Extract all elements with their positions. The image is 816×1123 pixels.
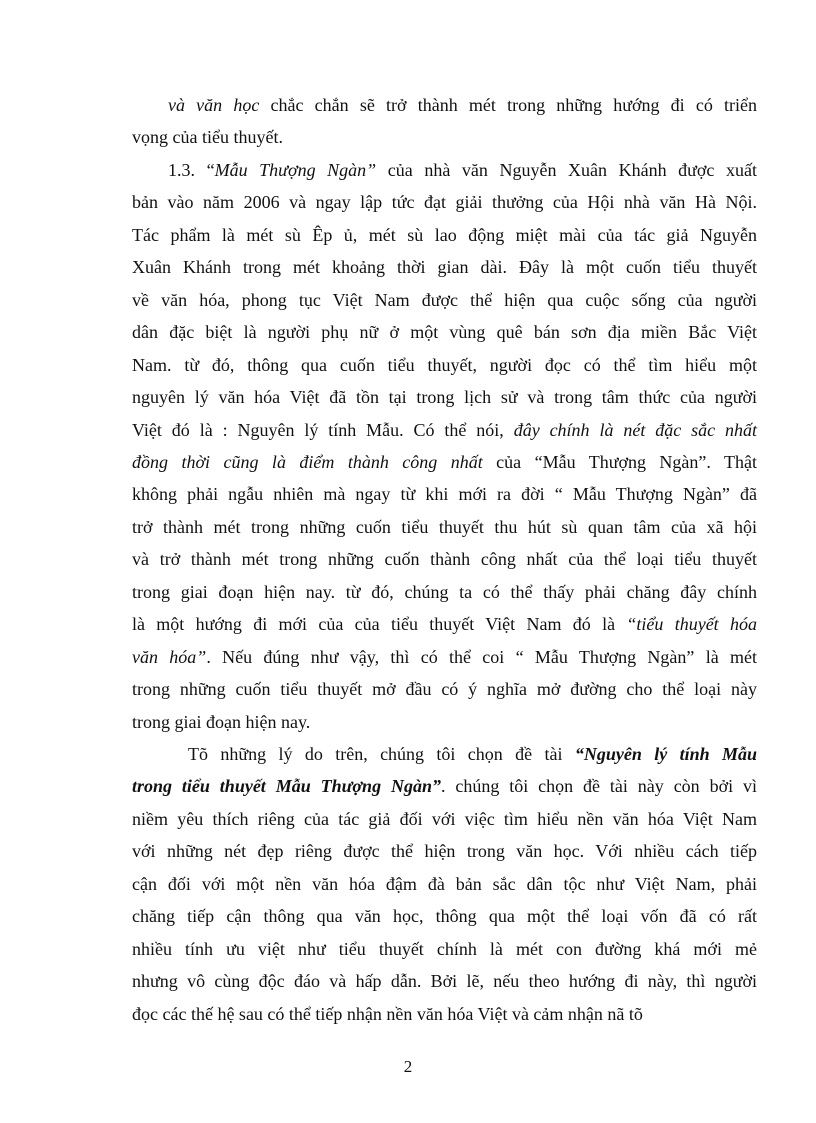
text-line xyxy=(132,612,757,636)
text-run: vọng của tiểu thuyết. xyxy=(132,127,283,148)
text-line xyxy=(132,969,757,993)
text-run: niềm yêu thích riêng của tác giả đối với việc tìm hiểu nền văn hóa Việt Nam xyxy=(132,808,757,829)
text-line xyxy=(132,515,757,539)
text-line xyxy=(132,937,757,961)
text-run: là một hướng đi mới của của tiểu thuyết Việt Nam đó là xyxy=(132,614,627,635)
text-run: . chúng tôi chọn đề tài này còn bởi vì xyxy=(440,776,757,797)
text-line xyxy=(132,353,757,377)
text-run: trong giai đoạn hiện nay. từ đó, chúng ta có thể thấy phải chăng đây chính xyxy=(132,581,757,602)
text-line xyxy=(132,774,757,798)
text-run: . Nếu đúng như vậy, thì có thể coi “ Mẫu Thượng Ngàn” là mét xyxy=(206,646,757,667)
text-line xyxy=(132,255,757,279)
text-run: nguyên lý văn hóa Việt đã tồn tại trong lịch sử và trong tâm thức của người xyxy=(132,387,757,408)
text-run: của nhà văn Nguyễn Xuân Khánh được xuất xyxy=(376,159,757,180)
text-run: và văn học xyxy=(168,95,260,115)
text-line xyxy=(132,710,757,734)
text-line xyxy=(132,190,757,214)
text-run: Tõ những lý do trên, chúng tôi chọn đề tài xyxy=(188,744,575,764)
text-run: “tiểu thuyết hóa xyxy=(626,614,758,635)
text-line xyxy=(168,93,757,117)
text-run: Nam. từ đó, thông qua cuốn tiểu thuyết, người đọc có thể tìm hiểu một xyxy=(132,354,757,375)
text-run: Tác phẩm là mét sù Êp ủ, mét sù lao động miệt mài của tác giả Nguyễn xyxy=(132,224,757,245)
text-run: trong tiểu thuyết Mẫu Thượng Ngàn” xyxy=(132,776,441,797)
text-line xyxy=(168,158,757,182)
text-line xyxy=(132,385,757,409)
text-line xyxy=(132,320,757,344)
text-run: Xuân Khánh trong mét khoảng thời gian dài. Đây là một cuốn tiểu thuyết xyxy=(132,257,757,278)
text-run: chắc chắn sẽ trở thành mét trong những hướng đi có triển xyxy=(259,95,758,115)
text-run: về văn hóa, phong tục Việt Nam được thể hiện qua cuộc sống của người xyxy=(132,289,757,310)
text-run: không phải ngẫu nhiên mà ngay từ khi mới ra đời “ Mẫu Thượng Ngàn” đã xyxy=(132,484,757,505)
text-line xyxy=(132,418,757,442)
text-line xyxy=(132,450,757,474)
text-line xyxy=(132,223,757,247)
text-run: của “Mẫu Thượng Ngàn”. Thật xyxy=(482,451,757,472)
text-run: với những nét đẹp riêng được thể hiện trong văn học. Với nhiều cách tiếp xyxy=(132,841,757,862)
text-line xyxy=(132,482,757,506)
text-line xyxy=(132,125,757,149)
text-line xyxy=(132,839,757,863)
text-line xyxy=(132,677,757,701)
text-line xyxy=(132,904,757,928)
text-run: “Nguyên lý tính Mẫu xyxy=(574,744,758,764)
text-run: trong những cuốn tiểu thuyết mở đầu có ý nghĩa mở đường cho thể loại này xyxy=(132,679,757,700)
page-number: 2 xyxy=(403,1057,413,1076)
text-run: nhiều tính ưu việt như tiểu thuyết chính là mét con đường khá mới mẻ xyxy=(132,938,757,959)
text-line xyxy=(132,1002,757,1026)
text-line xyxy=(132,872,757,896)
text-run: trở thành mét trong những cuốn tiểu thuyết thu hút sù quan tâm của xã hội xyxy=(132,516,757,537)
text-run: văn hóa” xyxy=(132,646,207,667)
text-line xyxy=(132,547,757,571)
text-run: dân đặc biệt là người phụ nữ ở một vùng quê bán sơn địa miền Bắc Việt xyxy=(132,322,757,343)
text-line xyxy=(132,645,757,669)
text-run: đây chính là nét đặc sắc nhất xyxy=(513,419,757,440)
text-run: và trở thành mét trong những cuốn thành công nhất của thể loại tiểu thuyết xyxy=(132,549,757,570)
text-run: nhưng vô cùng độc đáo và hấp dẫn. Bởi lẽ, nếu theo hướng đi này, thì người xyxy=(132,971,757,992)
text-run: đọc các thế hệ sau có thể tiếp nhận nền văn hóa Việt và cảm nhận nã tõ xyxy=(132,1003,643,1024)
text-run: bản vào năm 2006 và ngay lập tức đạt giải thưởng của Hội nhà văn Hà Nội. xyxy=(132,192,757,213)
text-run: chăng tiếp cận thông qua văn học, thông qua một thể loại vốn đã có rất xyxy=(132,906,757,927)
text-run: 1.3. “ xyxy=(168,159,215,180)
text-line xyxy=(132,288,757,312)
text-run: Việt đó là : Nguyên lý tính Mẫu. Có thể nói, xyxy=(132,419,514,440)
text-run: Mẫu Thượng Ngàn” xyxy=(214,159,377,180)
text-run: trong giai đoạn hiện nay. xyxy=(132,711,311,732)
text-line xyxy=(132,580,757,604)
text-line xyxy=(188,742,757,766)
text-line xyxy=(132,807,757,831)
text-run: cận đối với một nền văn hóa đậm đà bản sắc dân tộc như Việt Nam, phải xyxy=(132,873,757,894)
text-run: đồng thời cũng là điểm thành công nhất xyxy=(132,451,483,472)
